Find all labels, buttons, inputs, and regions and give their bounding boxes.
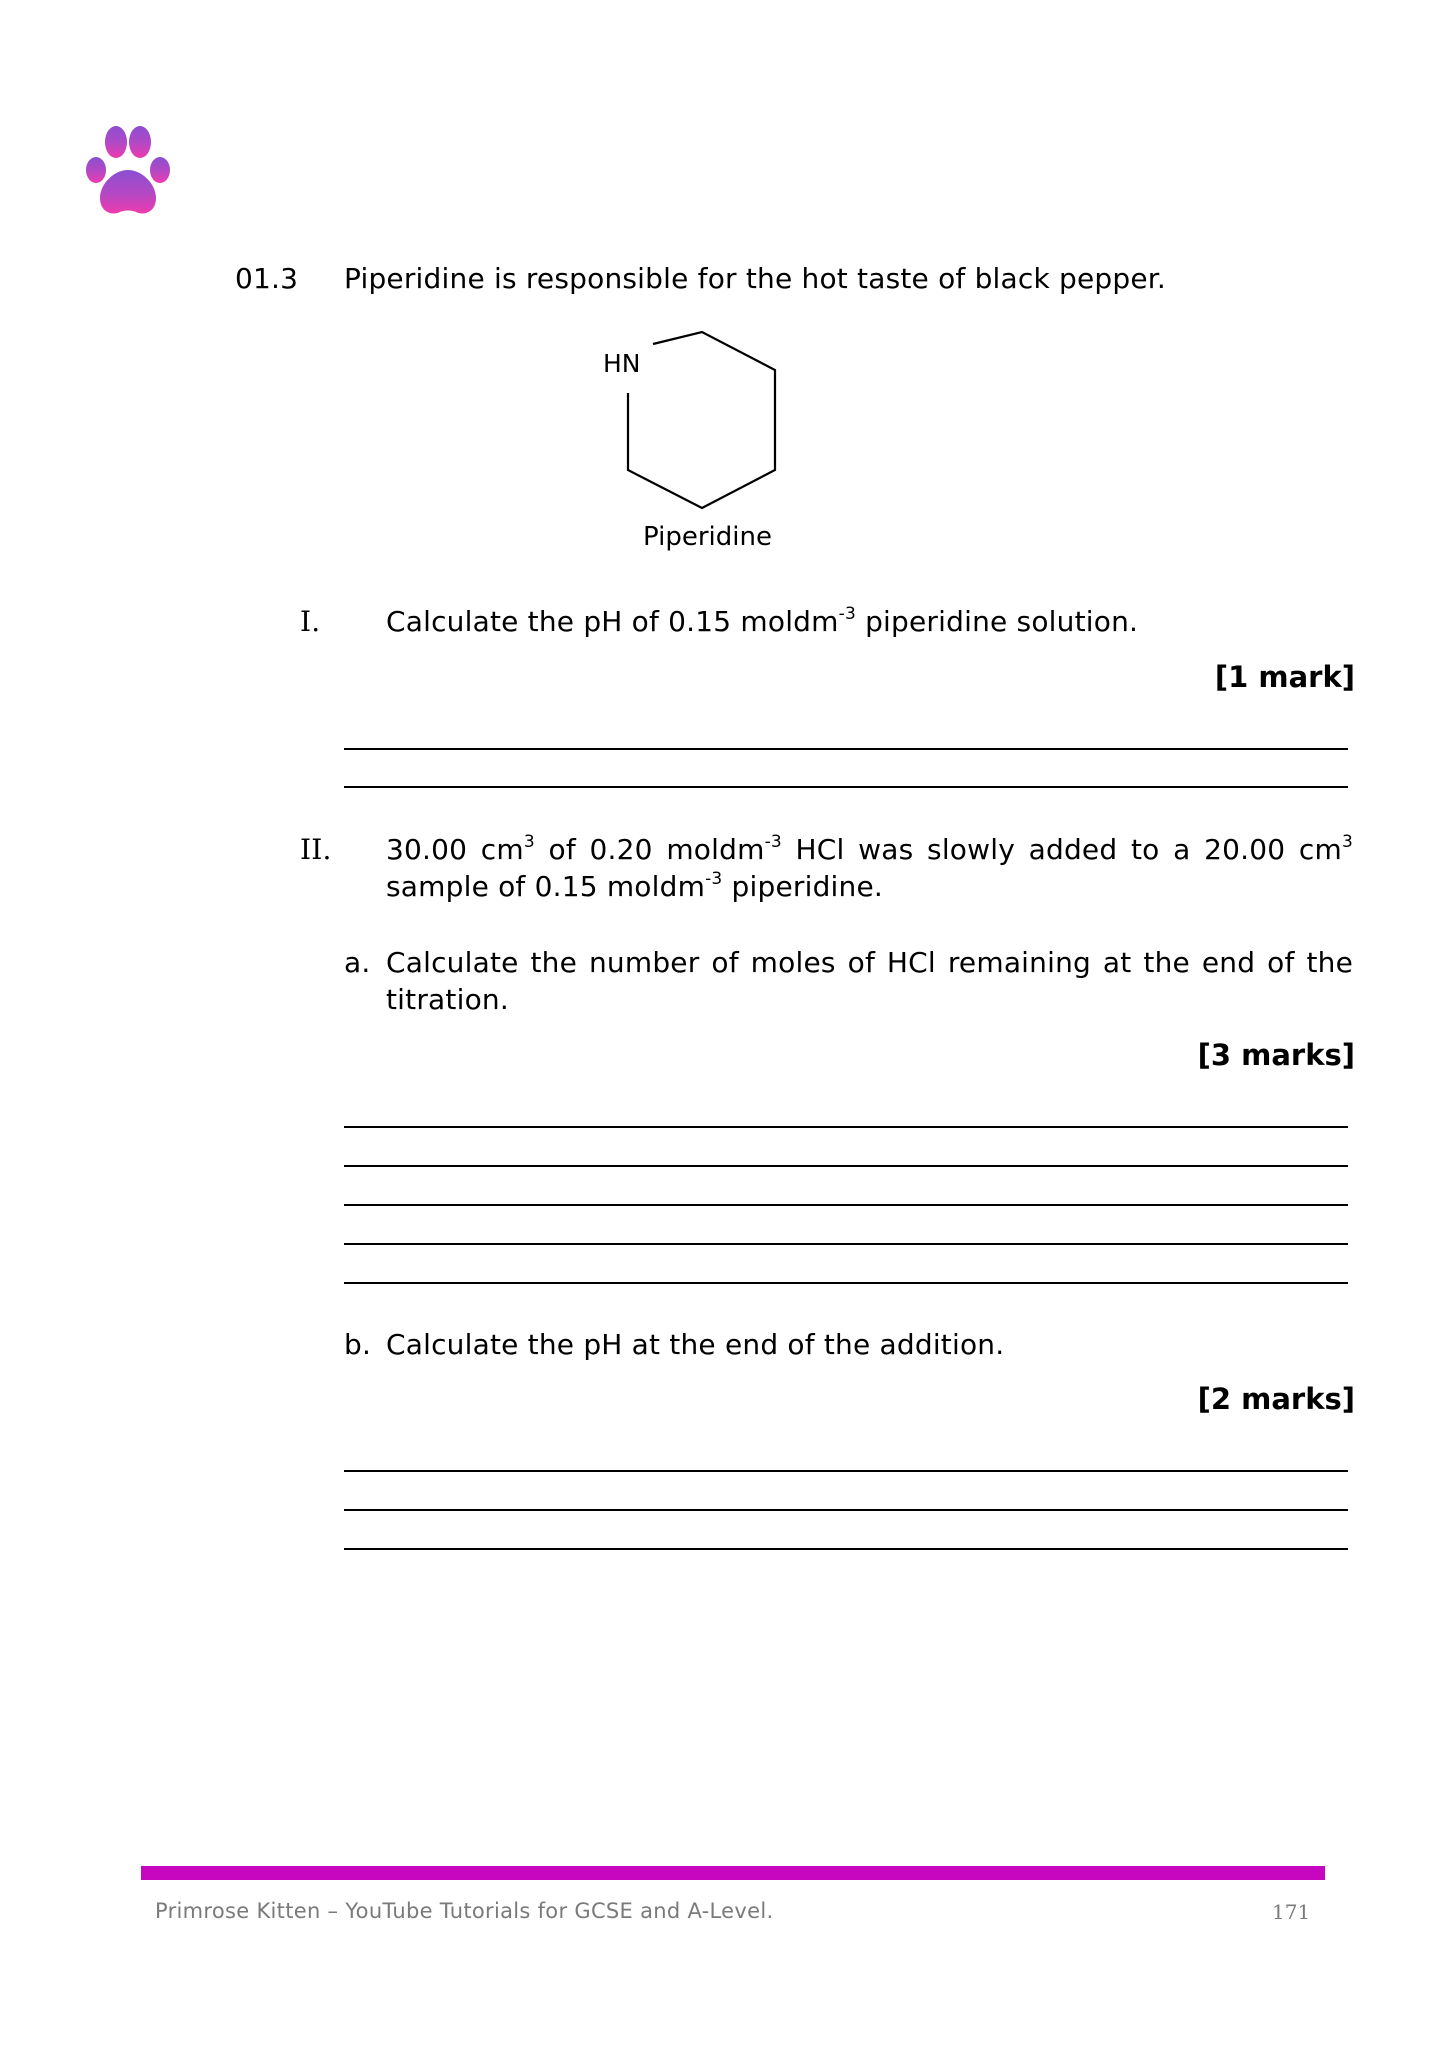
superscript: -3 (705, 868, 723, 889)
sub-a-line-1: Calculate the number of moles of HCl remaining at the end of the (386, 946, 1353, 979)
sub-b-text: Calculate the pH at the end of the addition. (386, 1328, 1005, 1361)
superscript: 3 (1341, 831, 1353, 852)
answer-line[interactable] (344, 1243, 1348, 1245)
answer-line[interactable] (344, 748, 1348, 750)
answer-line[interactable] (344, 1204, 1348, 1206)
part-2-line-2 (386, 868, 883, 906)
sub-b-label: b. (344, 1328, 372, 1361)
part-1-text-b: piperidine solution. (855, 605, 1139, 638)
structure-caption: Piperidine (643, 522, 772, 552)
page-number: 171 (1272, 1900, 1311, 1924)
part-1-text (386, 603, 1138, 641)
part-2-text: 30.00 cm (386, 833, 524, 866)
part-2-text: of 0.20 moldm (534, 833, 765, 866)
answer-line[interactable] (344, 1548, 1348, 1550)
question-stem: Piperidine is responsible for the hot taste of black pepper. (344, 262, 1167, 295)
part-2-numeral: II. (300, 833, 332, 866)
piperidine-structure (590, 325, 810, 555)
part-1-numeral: I. (300, 605, 321, 638)
hn-atom-label: HN (603, 349, 641, 378)
answer-line[interactable] (344, 1165, 1348, 1167)
part-1-marks: [1 mark] (1214, 660, 1355, 694)
part-1-text-a: Calculate the pH of 0.15 moldm (386, 605, 839, 638)
sub-b-marks: [2 marks] (1197, 1382, 1355, 1416)
question-number: 01.3 (235, 262, 299, 295)
answer-line[interactable] (344, 1282, 1348, 1284)
part-1-sup: -3 (838, 603, 856, 624)
footer-bar (141, 1866, 1325, 1880)
answer-line[interactable] (344, 786, 1348, 788)
answer-line[interactable] (344, 1509, 1348, 1511)
paw-print-icon (86, 126, 172, 218)
answer-line[interactable] (344, 1126, 1348, 1128)
part-2-text: HCl was slowly added to a 20.00 cm (781, 833, 1342, 866)
part-2-text: piperidine. (722, 870, 884, 903)
sub-a-marks: [3 marks] (1197, 1038, 1355, 1072)
superscript: -3 (764, 831, 782, 852)
sub-a-label: a. (344, 946, 371, 979)
footer-text: Primrose Kitten – YouTube Tutorials for GCSE and A-Level. (155, 1899, 774, 1923)
sub-a-line-2: titration. (386, 983, 509, 1016)
superscript: 3 (523, 831, 535, 852)
answer-line[interactable] (344, 1470, 1348, 1472)
part-2-line-1 (386, 831, 1353, 869)
part-2-text: sample of 0.15 moldm (386, 870, 706, 903)
